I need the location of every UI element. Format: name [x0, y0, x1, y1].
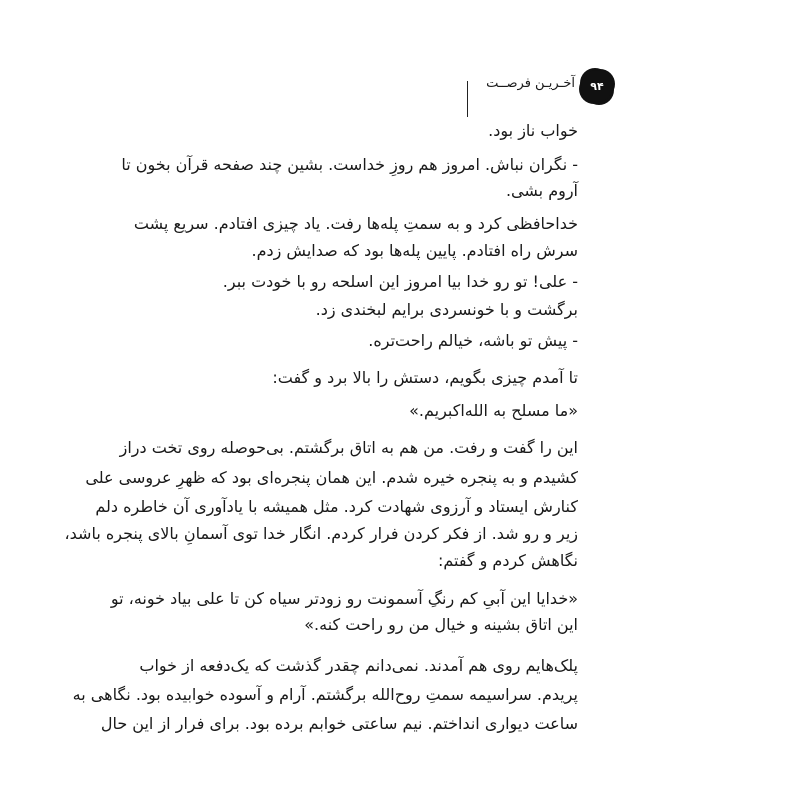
text-line: زیر و رو شد. از فکر کردن فرار کردم. انگار خدا توی آسمانِ بالای پنجره باشد، [64, 524, 578, 543]
text-line: آروم بشی. [505, 181, 578, 200]
text-line: ساعت دیواری انداختم. نیم ساعتی خوابم برده بود. برای فرار از این حال [100, 714, 578, 733]
text-line: خواب ناز بود. [488, 121, 578, 140]
text-line: پریدم. سراسیمه سمتِ روح‌الله برگشتم. آرام و آسوده خوابیده بود. نگاهی به [72, 685, 578, 704]
text-line: این اتاق بشینه و خیال من رو راحت کنه.» [304, 615, 578, 634]
text-line: کشیدم و به پنجره خیره شدم. این همان پنجره‌ای بود که ظهرِ عروسی علی [85, 468, 578, 487]
text-line: - علی! تو رو خدا بیا امروز این اسلحه رو با خودت ببر. [222, 272, 578, 291]
text-line: «ما مسلح به الله‌اکبریم.» [409, 401, 578, 420]
page-number-badge: ۹۴ [581, 70, 613, 102]
text-line: تا آمدم چیزی بگویم، دستش را بالا برد و گفت: [272, 368, 578, 387]
text-line: این را گفت و رفت. من هم به اتاق برگشتم. بی‌حوصله روی تخت دراز [119, 438, 578, 457]
text-line: - نگران نباش. امروز هم روزِ خداست. بشین چند صفحه قرآن بخون تا [121, 155, 578, 174]
chapter-title: آخـریـن فرصــت [486, 76, 575, 91]
text-line: کنارش ایستاد و آرزوی شهادت کرد. مثل همیشه با یادآوری آن خاطره دلم [95, 497, 578, 516]
text-line: نگاهش کردم و گفتم: [437, 551, 578, 570]
text-line: برگشت و با خونسردی برایم لبخندی زد. [315, 300, 578, 319]
text-line: پلک‌هایم روی هم آمدند. نمی‌دانم چقدر گذشت که یک‌دفعه از خواب [139, 656, 578, 675]
text-line: - پیش تو باشه، خیالم راحت‌تره. [368, 331, 578, 350]
page-header [455, 72, 615, 112]
text-line: سرش راه افتادم. پایین پله‌ها بود که صدایش زدم. [251, 241, 578, 260]
text-line: «خدایا این آبیِ کم رنگِ آسمونت رو زودتر سیاه کن تا علی بیاد خونه، تو [110, 589, 578, 608]
header-divider [467, 81, 468, 117]
text-line: خداحافظی کرد و به سمتِ پله‌ها رفت. یاد چیزی افتادم. سریع پشت [133, 214, 578, 233]
